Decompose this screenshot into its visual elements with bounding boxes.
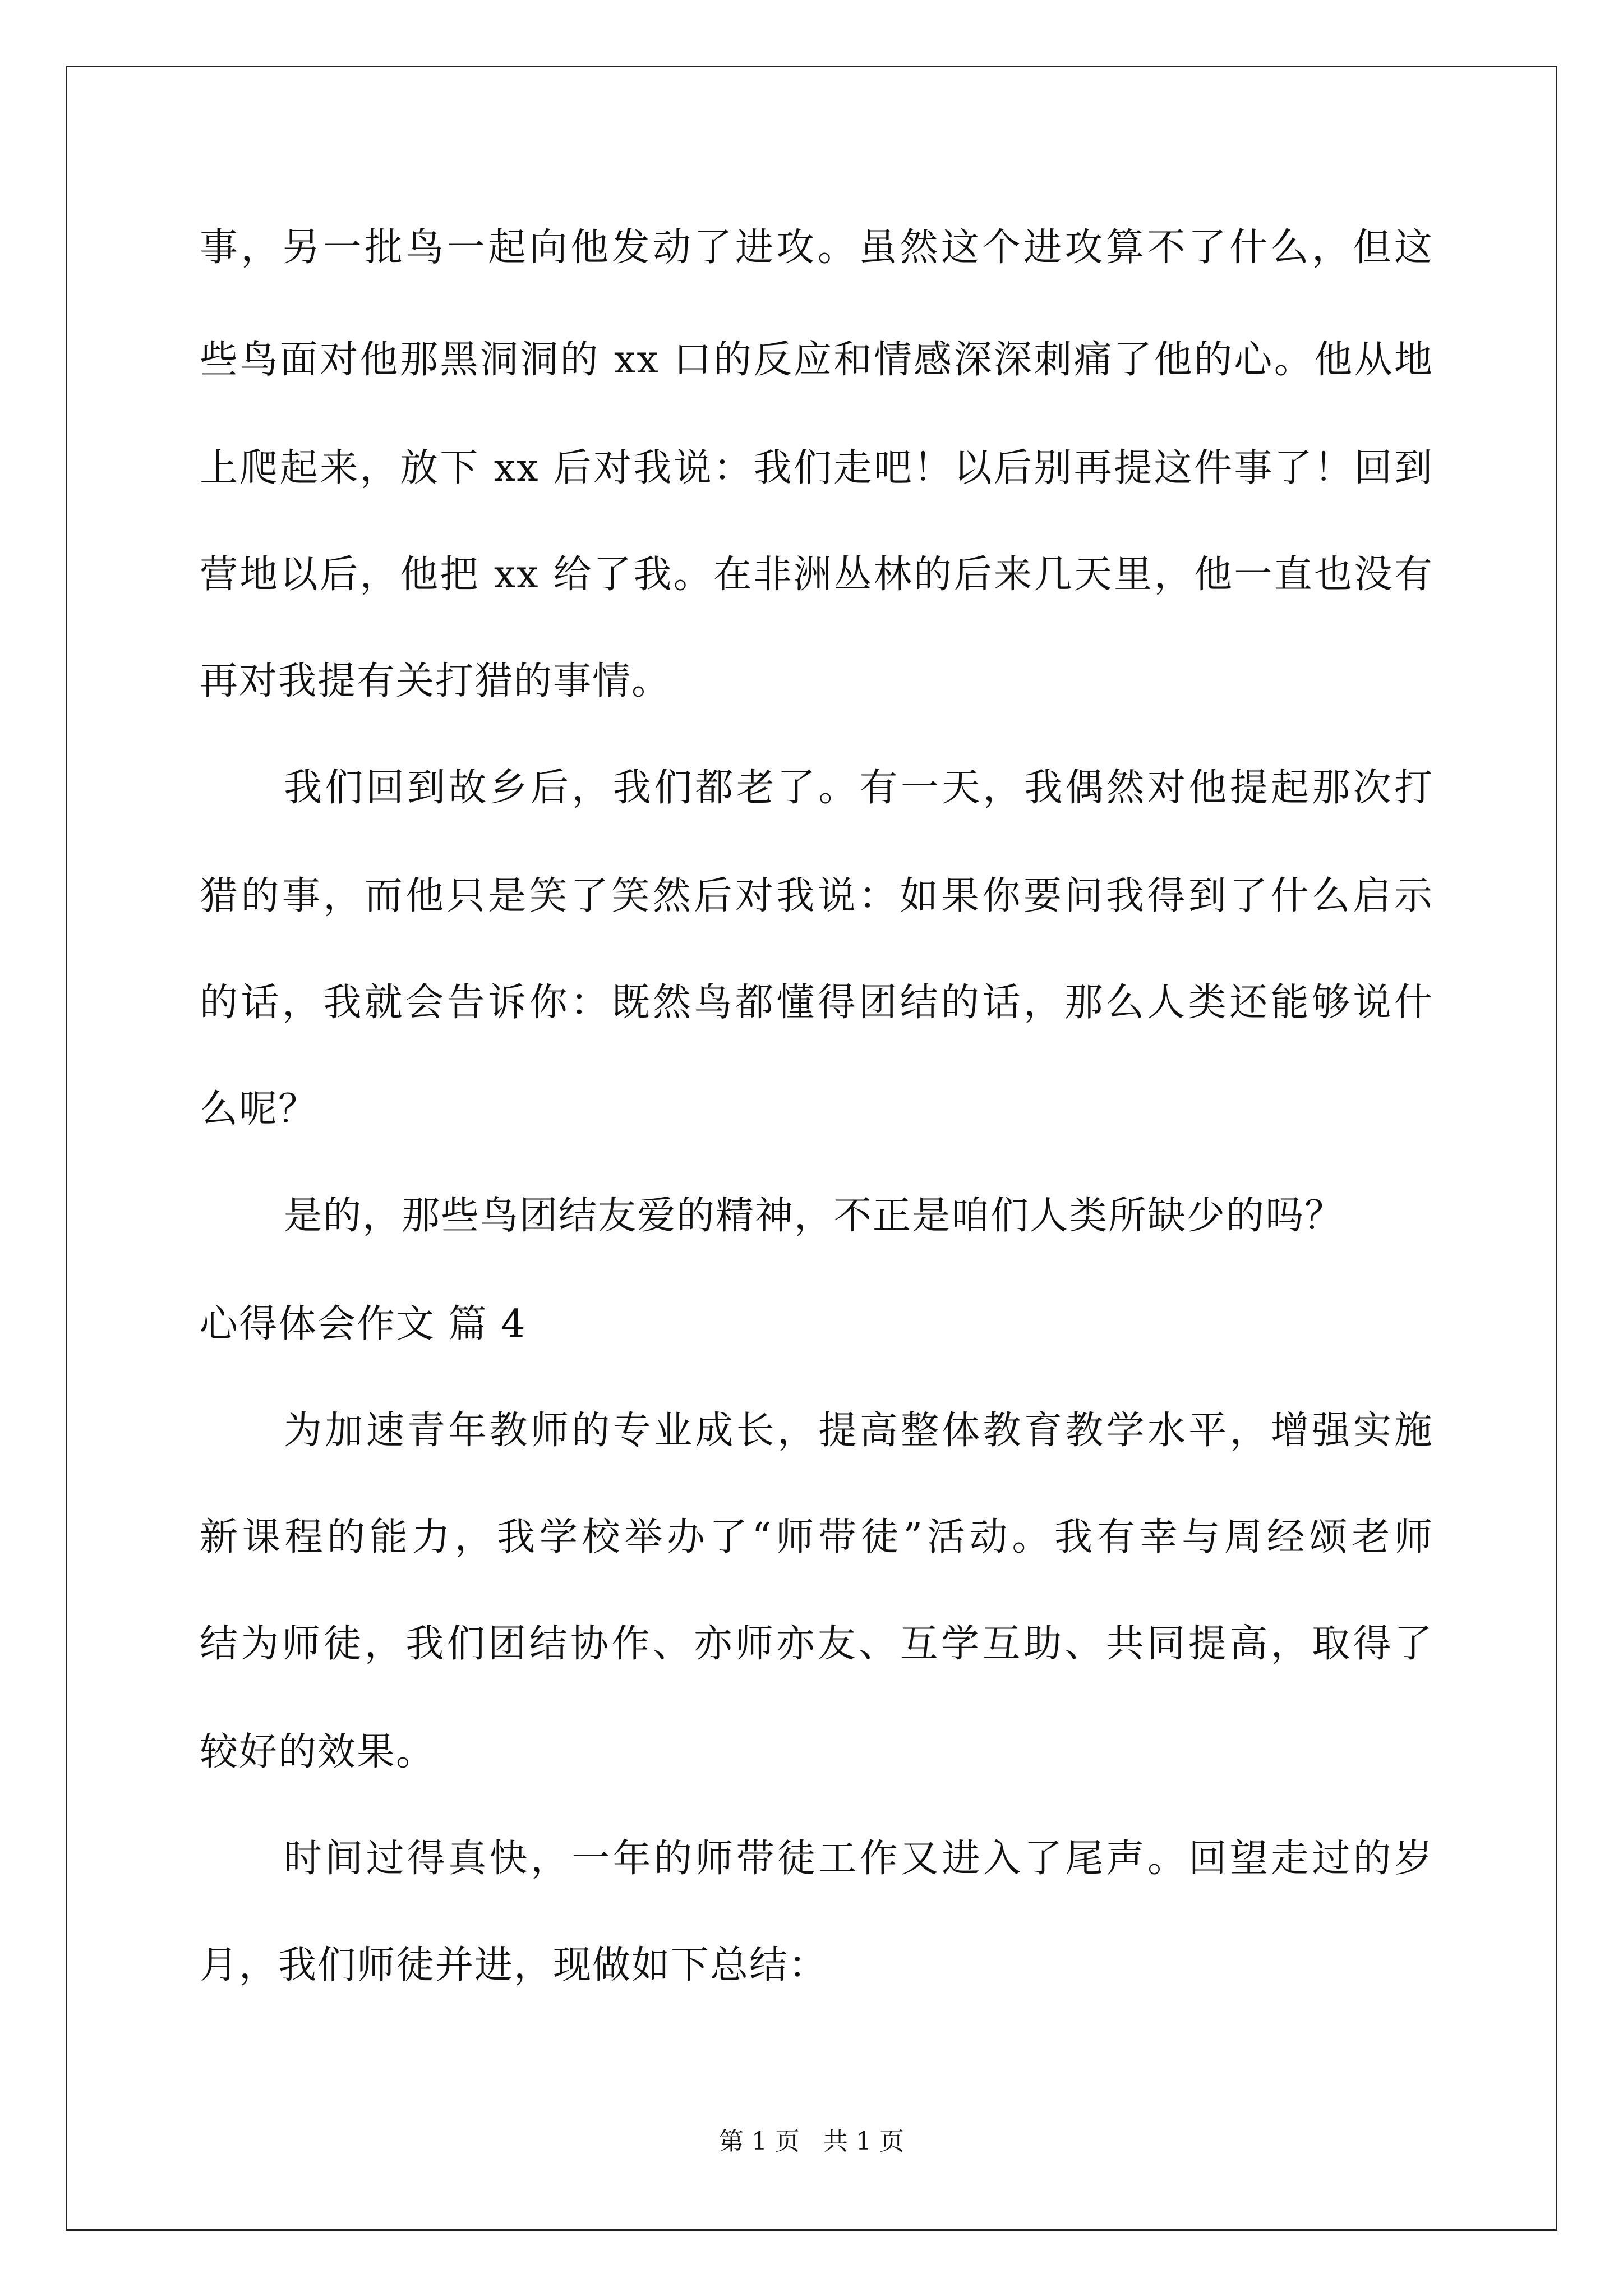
paragraph-line: 上爬起来，放下 xx 后对我说：我们走吧！以后别再提这件事了！回到 [200, 446, 1433, 490]
page-footer: 第 1 页 共 1 页 [719, 2127, 904, 2156]
paragraph-line: 事，另一批鸟一起向他发动了进攻。虽然这个进攻算不了什么，但这 [200, 226, 1433, 270]
paragraph-line: 么呢？ [200, 1087, 318, 1131]
paragraph-line: 较好的效果。 [200, 1730, 436, 1774]
paragraph-line: 月，我们师徒并进，现做如下总结： [200, 1943, 828, 1987]
paragraph-line: 新课程的能力，我学校举办了“师带徒”活动。我有幸与周经颂老师 [200, 1515, 1433, 1559]
paragraph-line: 再对我提有关打猎的事情。 [200, 659, 671, 703]
paragraph-line: 些鸟面对他那黑洞洞的 xx 口的反应和情感深深刺痛了他的心。他从地 [200, 338, 1433, 382]
paragraph-line: 的话，我就会告诉你：既然鸟都懂得团结的话，那么人类还能够说什 [200, 981, 1433, 1025]
paragraph-line: 时间过得真快，一年的师带徒工作又进入了尾声。回望走过的岁 [284, 1837, 1433, 1881]
paragraph-line: 是的，那些鸟团结友爱的精神，不正是咱们人类所缺少的吗？ [284, 1194, 1344, 1238]
page-border [66, 66, 1557, 2231]
paragraph-line: 为加速青年教师的专业成长，提高整体教育教学水平，增强实施 [284, 1409, 1433, 1453]
paragraph-line: 营地以后，他把 xx 给了我。在非洲丛林的后来几天里，他一直也没有 [200, 553, 1433, 597]
section-heading: 心得体会作文 篇 4 [200, 1302, 527, 1346]
paragraph-line: 猎的事，而他只是笑了笑然后对我说：如果你要问我得到了什么启示 [200, 874, 1433, 918]
paragraph-line: 结为师徒，我们团结协作、亦师亦友、互学互助、共同提高，取得了 [200, 1622, 1433, 1666]
paragraph-line: 我们回到故乡后，我们都老了。有一天，我偶然对他提起那次打 [284, 766, 1433, 810]
